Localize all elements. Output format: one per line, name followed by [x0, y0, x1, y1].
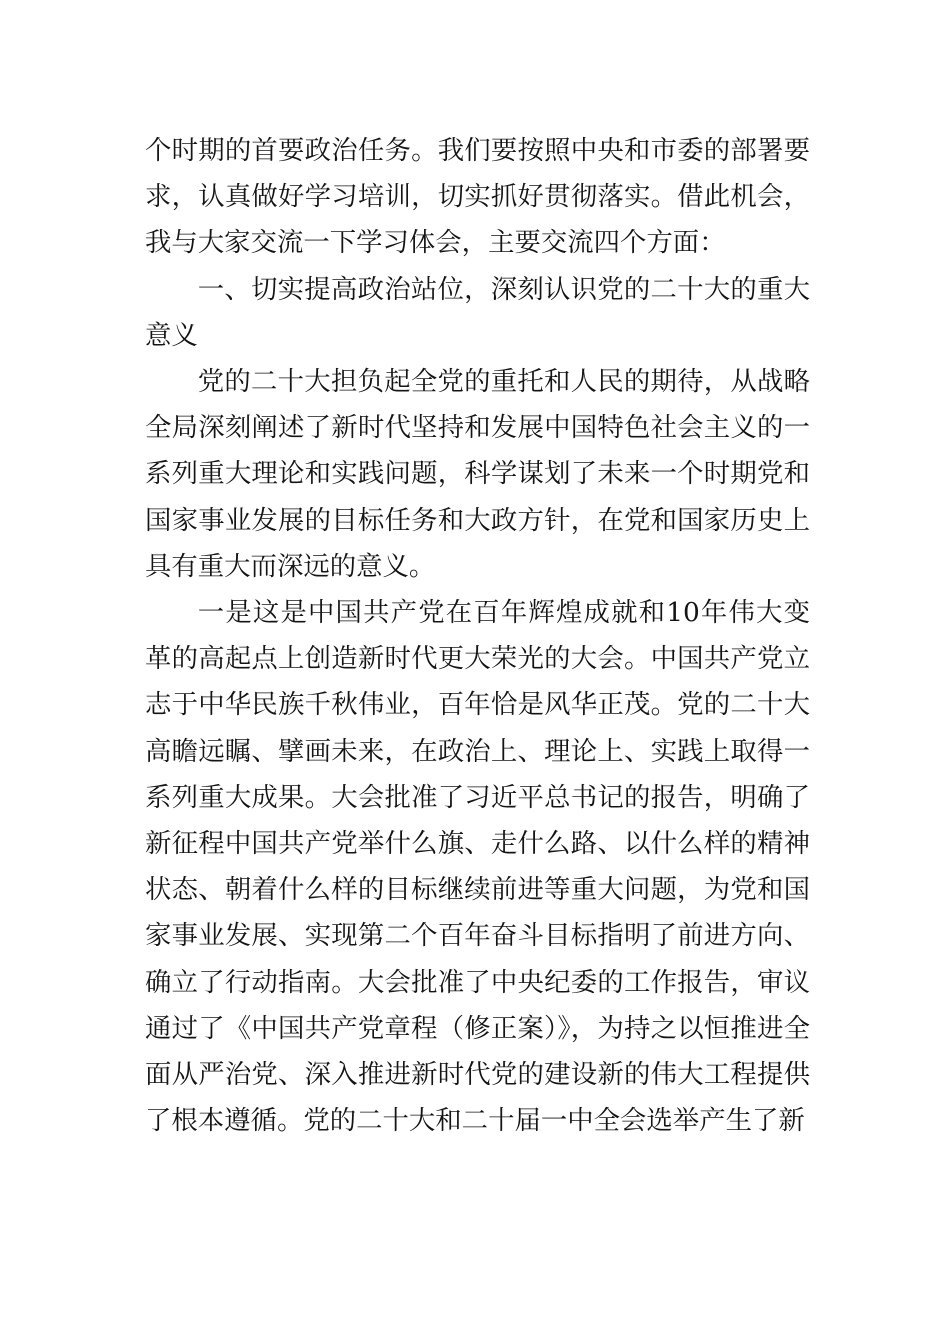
body-text [145, 128, 810, 1144]
section-heading: 一、切实提高政治站位，深刻认识党的二十大的重大意义 [145, 273, 810, 351]
paragraph-3: 一是这是中国共产党在百年辉煌成就和10年伟大变革的高起点上创造新时代更大荣光的大会。中国共产党立志于中华民族千秋伟业，百年恰是风华正茂。党的二十大高瞻远瞩、擘画未来，在政治上、理论上、实践上取得一系列重大成果。大会批准了习近平总书记的报告，明确了新征程中国共产党举什么旗、走什么路、以什么样的精神状态、朝着什么样的目标继续前进等重大问题，为党和国家事业发展、实现第二个百年奋斗目标指明了前进方向、确立了行动指南。大会批准了中央纪委的工作报告，审议通过了《中国共产党章程（修正案）》，为持之以恒推进全面从严治党、深入推进新时代党的建设新的伟大工程提供了根本遵循。党的二十大和二十届一中全会选举产生了新 [145, 597, 810, 1137]
paragraph-1: 个时期的首要政治任务。我们要按照中央和市委的部署要求，认真做好学习培训，切实抓好贯彻落实。借此机会，我与大家交流一下学习体会，主要交流四个方面： [145, 135, 810, 259]
paragraph-2: 党的二十大担负起全党的重托和人民的期待，从战略全局深刻阐述了新时代坚持和发展中国特色社会主义的一系列重大理论和实践问题，科学谋划了未来一个时期党和国家事业发展的目标任务和大政方针，在党和国家历史上具有重大而深远的意义。 [145, 366, 810, 582]
